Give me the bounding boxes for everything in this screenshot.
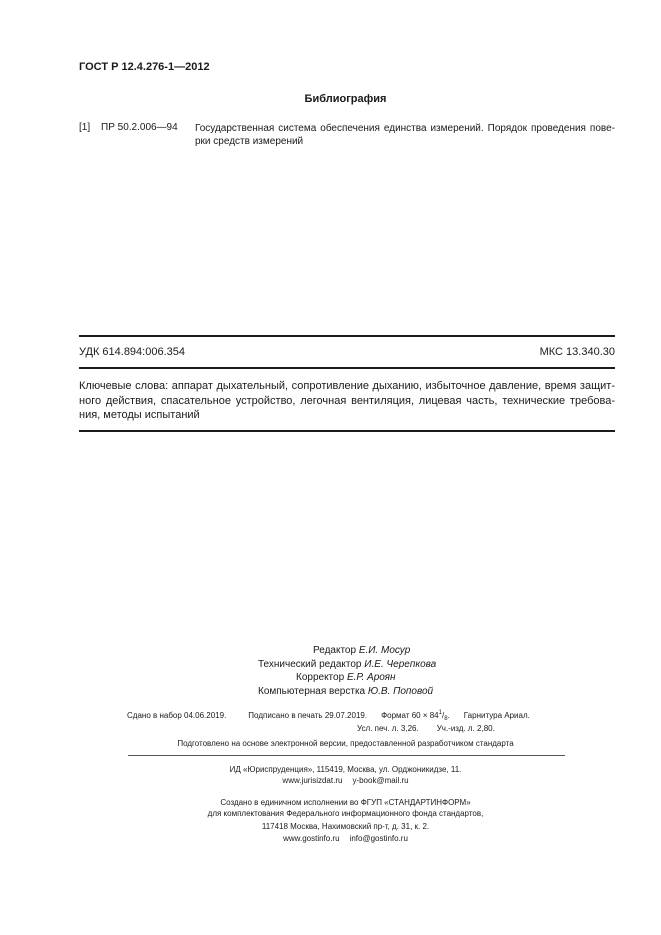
keywords-block bbox=[79, 379, 615, 423]
publisher-contacts bbox=[0, 776, 661, 785]
made-in-contacts bbox=[0, 834, 661, 843]
pub-sheets: Уч.-изд. л. 2,80. bbox=[436, 724, 495, 733]
made-in-email: info@gostinfo.ru bbox=[349, 834, 408, 843]
signed-date: Подписано в печать 29.07.2019. bbox=[248, 711, 368, 720]
typeface: Гарнитура Ариал. bbox=[463, 711, 530, 720]
divider-middle bbox=[79, 367, 615, 369]
made-in-line: Создано в единичном исполнении во ФГУП «СТАНДАРТИНФОРМ» bbox=[220, 798, 471, 807]
keywords-line: ния, методы испытаний bbox=[79, 409, 200, 421]
keywords-line: ного действия, спасательное устройство, легочная вентиляция, лицевая часть, технические требова- bbox=[79, 394, 615, 407]
print-sheets: Усл. печ. л. 3,26. bbox=[357, 724, 419, 733]
print-info-line bbox=[127, 710, 530, 722]
reference-number: [1] bbox=[79, 122, 91, 133]
made-in-address: 117418 Москва, Нахимовский пр-т, д. 31, к. 2. bbox=[261, 822, 430, 831]
format: Формат $60 \times 84^1/_8$. bbox=[381, 710, 450, 722]
prepared-note: Подготовлено на основе электронной версии, предоставленной разработчиком стандарта bbox=[177, 739, 514, 748]
sheets-line bbox=[357, 724, 495, 733]
made-in-line: для комплектования Федерального информационного фонда стандартов, bbox=[207, 809, 484, 818]
reference-text bbox=[195, 122, 615, 148]
publisher-email: y-book@mail.ru bbox=[352, 776, 409, 785]
made-in-site: www.gostinfo.ru bbox=[283, 834, 340, 843]
reference-code: ПР 50.2.006—94 bbox=[101, 122, 178, 133]
reference-text-line: рки средств измерений bbox=[195, 136, 304, 147]
credit-editor: Редактор Е.И. Мосур bbox=[313, 645, 411, 656]
credit-layout: Компьютерная верстка Ю.В. Поповой bbox=[258, 685, 434, 697]
bibliography-title: Библиография bbox=[304, 93, 387, 105]
mks-code: МКС 13.340.30 bbox=[539, 346, 615, 358]
divider-thin bbox=[128, 755, 565, 756]
credit-tech-editor: Технический редактор И.Е. Черепкова bbox=[258, 658, 437, 670]
publisher-line: ИД «Юриспруденция», 115419, Москва, ул. Орджоникидзе, 11. bbox=[229, 765, 462, 774]
divider-bottom bbox=[79, 430, 615, 432]
keywords-line: Ключевые слова: аппарат дыхательный, сопротивление дыханию, избыточное давление, время защит- bbox=[79, 380, 615, 392]
credit-corrector: Корректор Е.Р. Ароян bbox=[296, 672, 396, 683]
standard-code: ГОСТ Р 12.4.276-1—2012 bbox=[79, 61, 210, 73]
credits-block bbox=[0, 644, 661, 698]
submitted-date: Сдано в набор 04.06.2019. bbox=[127, 711, 227, 720]
publisher-site: www.jurisizdat.ru bbox=[282, 776, 343, 785]
reference-text-line: Государственная система обеспечения единства измерений. Порядок проведения пове- bbox=[195, 123, 615, 134]
divider-top bbox=[79, 335, 615, 337]
udk-code: УДК 614.894:006.354 bbox=[79, 346, 185, 358]
